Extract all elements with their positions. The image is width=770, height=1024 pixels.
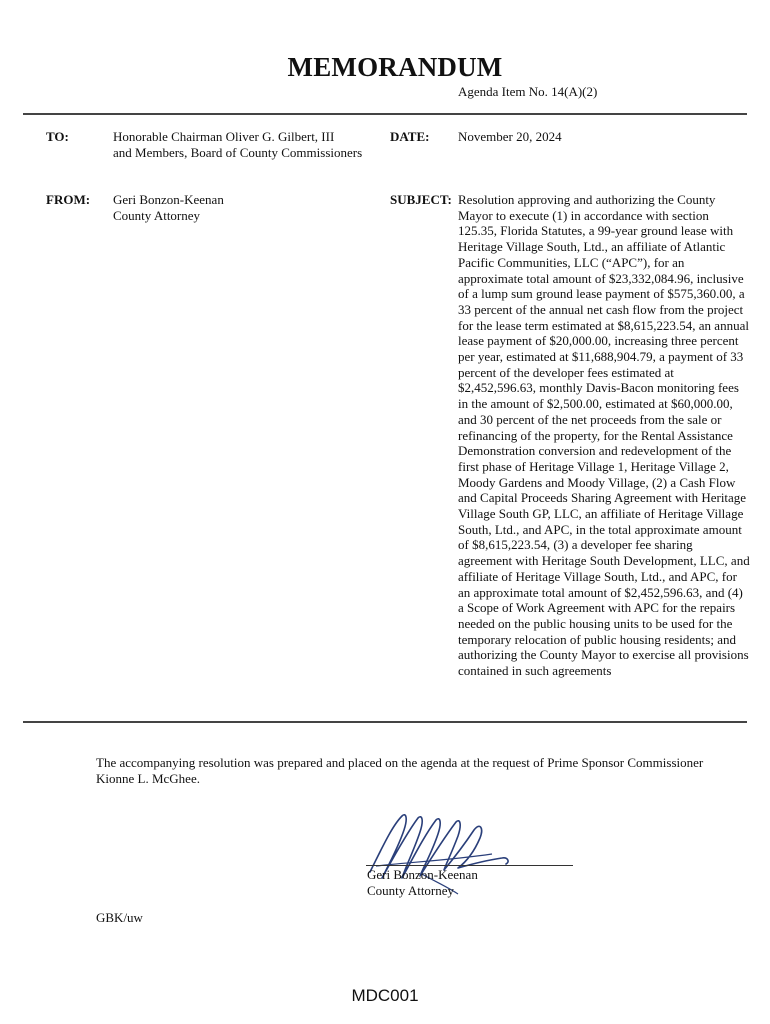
top-divider <box>23 113 747 115</box>
signature-block <box>367 867 478 899</box>
subject-label: SUBJECT: <box>390 192 452 207</box>
to-line-2: and Members, Board of County Commissioners <box>113 144 363 160</box>
from-line-2: County Attorney <box>113 207 201 223</box>
bottom-divider <box>23 721 747 723</box>
to-recipient <box>113 129 362 160</box>
date-value: November 20, 2024 <box>458 129 562 144</box>
from-label: FROM: <box>46 192 91 207</box>
signatory-name: Geri Bonzon-Keenan <box>367 867 478 882</box>
signatory-title: County Attorney <box>367 883 455 898</box>
signature-line <box>366 865 573 866</box>
subject-text: Resolution approving and authorizing the County Mayor to execute (1) in accordance with section 125.35, Florida Statutes, a 99-year ground lease with Heritage Village South, Ltd., an affiliate of Atlantic Pacific Communities, LLC (“APC”), for an approximate total amount of $23,332,084.96, inclusive of a lump sum ground lease payment of $575,360.00, a 33 percent of the annual net cash flow from the project for the lease term estimated at $8,615,223.54, an annual lease payment of $20,000.00, increasing three percent per year, estimated at $11,688,904.79, a payment of 33 percent of the developer fees estimated at $2,452,596.63, monthly Davis-Bacon monitoring fees in the amount of $2,500.00, estimated at $60,000.00, and 30 percent of the net proceeds from the sale or refinancing of the property, for the Rental Assistance Demonstration conversion and redevelopment of the first phase of Heritage Village 1, Heritage Village 2, Moody Gardens and Moody Village, (2) a Cash Flow and Capital Proceeds Sharing Agreement with Heritage Village South GP, LLC, an affiliate of Heritage Village South, Ltd., and APC, in the total approximate amount of $8,615,223.54, (3) a developer fee sharing agreement with Heritage South Development, LLC, and affiliate of Heritage Village South, Ltd., and APC, for an approximate total amount of $2,452,596.63, and (4) a Scope of Work Agreement with APC for the repairs needed on the public housing units to be used for the temporary relocation of public housing residents; and authorizing the County Mayor to exercise all provisions contained in such agreements <box>458 192 750 679</box>
typist-initials: GBK/uw <box>96 910 143 925</box>
memo-title: MEMORANDUM <box>287 52 503 82</box>
to-label: TO: <box>46 129 69 144</box>
to-line-1: Honorable Chairman Oliver G. Gilbert, III <box>113 129 335 144</box>
intro-paragraph: The accompanying resolution was prepared and placed on the agenda at the request of Prime Sponsor Commissioner Kionne L. McGhee. <box>96 755 704 786</box>
from-sender <box>113 192 224 223</box>
agenda-item-number: Agenda Item No. 14(A)(2) <box>458 84 598 99</box>
document-id: MDC001 <box>351 986 419 1005</box>
from-line-1: Geri Bonzon-Keenan <box>113 192 224 207</box>
date-label: DATE: <box>390 129 430 144</box>
